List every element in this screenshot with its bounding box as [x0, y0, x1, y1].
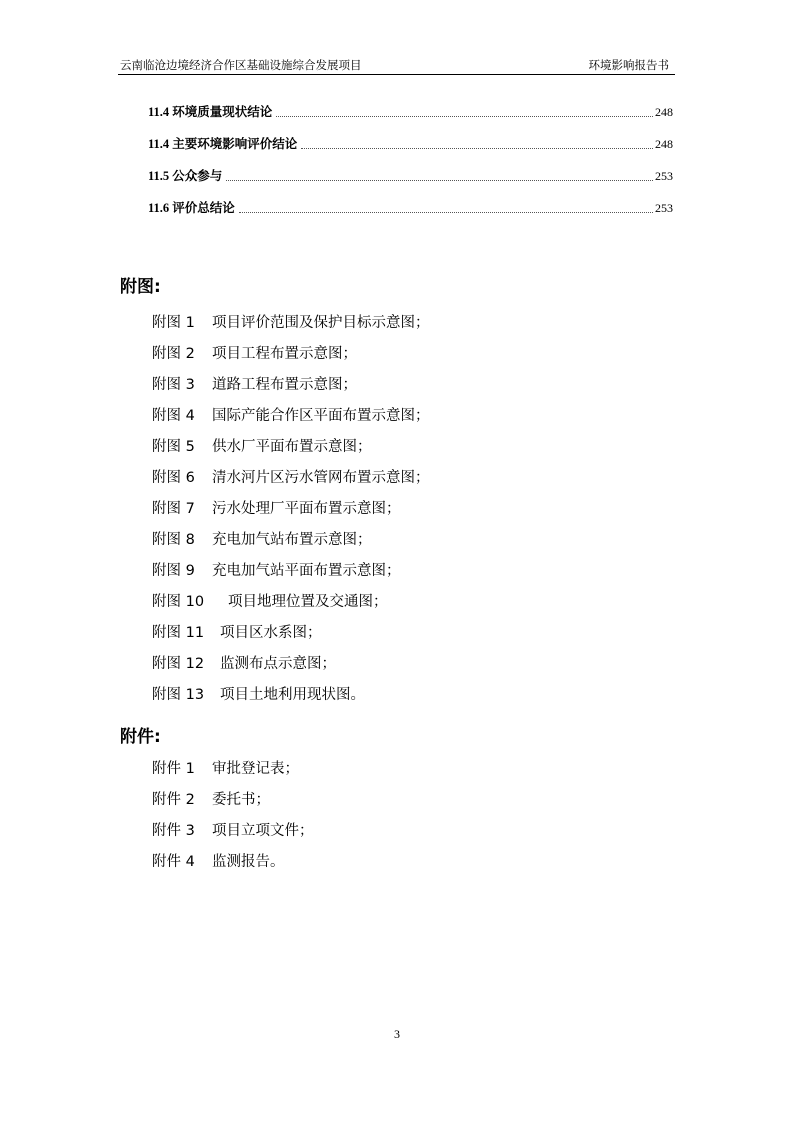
- toc-entry-page: 248: [655, 137, 673, 151]
- list-item: [152, 652, 430, 683]
- list-item: [152, 590, 430, 621]
- attachment-label: 附件 4: [152, 854, 195, 870]
- toc-entry-title: 公众参与: [172, 168, 223, 183]
- list-item: [152, 311, 430, 342]
- toc-entry-title: 主要环境影响评价结论: [172, 136, 298, 151]
- figure-label: 附图 9: [152, 563, 195, 579]
- figure-label: 附图 8: [152, 532, 195, 548]
- figure-text: 项目地理位置及交通图；: [228, 594, 388, 610]
- page-number: 3: [394, 1027, 400, 1041]
- figure-text: 项目区水系图；: [220, 625, 322, 641]
- list-item: [152, 559, 430, 590]
- table-of-contents: [148, 104, 673, 232]
- list-item: [152, 342, 430, 373]
- list-item: [152, 621, 430, 652]
- figure-label: 附图 11: [152, 625, 205, 641]
- toc-entry-title: 环境质量现状结论: [172, 104, 273, 119]
- attachment-label: 附件 3: [152, 823, 195, 839]
- figure-text: 供水厂平面布置示意图；: [212, 439, 372, 455]
- toc-entry-page: 253: [655, 169, 673, 183]
- figure-text: 国际产能合作区平面布置示意图；: [212, 408, 430, 424]
- list-item: [152, 466, 430, 497]
- page-header: [118, 58, 675, 75]
- attachment-text: 委托书；: [212, 792, 270, 808]
- toc-entry[interactable]: [148, 104, 673, 120]
- list-item: [152, 757, 314, 788]
- attachment-label: 附件 1: [152, 761, 195, 777]
- attachment-label: 附件 2: [152, 792, 195, 808]
- toc-leader-dots: [276, 116, 653, 117]
- list-item: [152, 788, 314, 819]
- toc-entry-number: 11.4: [148, 105, 170, 119]
- attachment-text: 审批登记表；: [212, 761, 299, 777]
- figure-label: 附图 1: [152, 315, 195, 331]
- figure-text: 项目土地利用现状图。: [220, 687, 365, 703]
- list-item: [152, 373, 430, 404]
- list-item: [152, 819, 314, 850]
- toc-entry-page: 253: [655, 201, 673, 215]
- figure-label: 附图 5: [152, 439, 195, 455]
- figure-label: 附图 6: [152, 470, 195, 486]
- figure-text: 充电加气站布置示意图；: [212, 532, 372, 548]
- figure-text: 污水处理厂平面布置示意图；: [212, 501, 401, 517]
- figure-text: 充电加气站平面布置示意图；: [212, 563, 401, 579]
- toc-entry-title: 评价总结论: [172, 200, 235, 215]
- list-item: [152, 683, 430, 714]
- toc-leader-dots: [301, 148, 653, 149]
- toc-leader-dots: [239, 212, 653, 213]
- figure-text: 项目评价范围及保护目标示意图；: [212, 315, 430, 331]
- figure-text: 监测布点示意图；: [220, 656, 336, 672]
- toc-entry[interactable]: [148, 136, 673, 152]
- toc-entry-number: 11.6: [148, 201, 170, 215]
- list-item: [152, 435, 430, 466]
- figure-text: 清水河片区污水管网布置示意图；: [212, 470, 430, 486]
- toc-entry-number: 11.5: [148, 169, 170, 183]
- attachments-list: [152, 757, 314, 881]
- toc-leader-dots: [226, 180, 653, 181]
- toc-entry[interactable]: [148, 200, 673, 216]
- toc-entry-page: 248: [655, 105, 673, 119]
- attachment-text: 监测报告。: [212, 854, 285, 870]
- figure-label: 附图 3: [152, 377, 195, 393]
- header-project-title: 云南临沧边境经济合作区基础设施综合发展项目: [120, 58, 362, 72]
- figure-label: 附图 13: [152, 687, 205, 703]
- attachments-heading: 附件:: [120, 727, 161, 747]
- figure-label: 附图 10: [152, 594, 205, 610]
- figure-text: 项目工程布置示意图；: [212, 346, 357, 362]
- list-item: [152, 497, 430, 528]
- list-item: [152, 404, 430, 435]
- figure-text: 道路工程布置示意图；: [212, 377, 357, 393]
- attachment-text: 项目立项文件；: [212, 823, 314, 839]
- header-document-type: 环境影响报告书: [588, 58, 669, 72]
- figure-label: 附图 12: [152, 656, 205, 672]
- figure-label: 附图 4: [152, 408, 195, 424]
- toc-entry[interactable]: [148, 168, 673, 184]
- list-item: [152, 850, 314, 881]
- figure-label: 附图 2: [152, 346, 195, 362]
- toc-entry-number: 11.4: [148, 137, 170, 151]
- figures-list: [152, 311, 430, 714]
- figure-label: 附图 7: [152, 501, 195, 517]
- figures-heading: 附图:: [120, 277, 161, 297]
- list-item: [152, 528, 430, 559]
